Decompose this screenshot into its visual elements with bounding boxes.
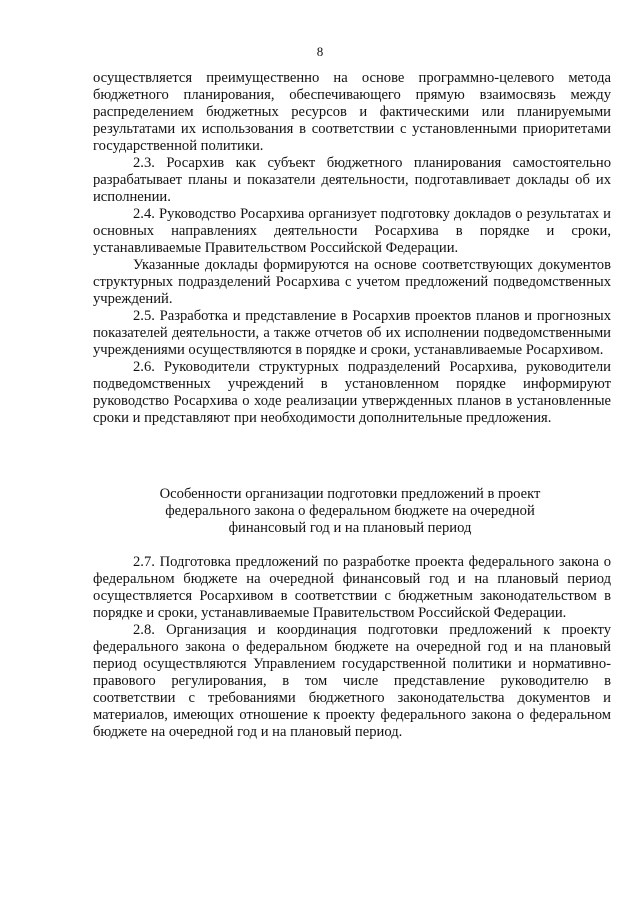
- page-number: 8: [316, 44, 324, 59]
- section-heading-line: федерального закона о федеральном бюджете на очередной: [165, 503, 535, 519]
- paragraph-2-4-reports: Указанные доклады формируются на основе соответствующих документов структурных подразделений Росархива с учетом предложений подведомственных учреждений.: [93, 257, 611, 307]
- paragraph-2-7: 2.7. Подготовка предложений по разработке проекта федерального закона о федеральном бюджете на очередной финансовый год и на плановый период осуществляется Росархивом в соответствии с бюджетным законодательством в порядке и сроки, устанавливаемые Правительством Российской Федерации.: [93, 554, 611, 621]
- body-text-top: [93, 70, 611, 427]
- paragraph-2-6: 2.6. Руководители структурных подразделений Росархива, руководители подведомственных учреждений в установленном порядке информируют руководство Росархива о ходе реализации утвержденных планов в установленные сроки и представляют при необходимости дополнительные предложения.: [93, 359, 611, 426]
- section-heading-line: Особенности организации подготовки предложений в проект: [159, 486, 541, 502]
- paragraph-continuation: осуществляется преимущественно на основе программно-целевого метода бюджетного планирования, обеспечивающего прямую взаимосвязь между распределением бюджетных ресурсов и фактическими или планируемыми результатами их использования в соответствии с установленными приоритетами государственной политики.: [93, 70, 611, 154]
- paragraph-2-4: 2.4. Руководство Росархива организует подготовку докладов о результатах и основных направлениях деятельности Росархива в порядке и сроки, устанавливаемые Правительством Российской Федерации.: [93, 206, 611, 256]
- section-heading: [110, 486, 590, 537]
- body-text-bottom: [93, 554, 611, 741]
- paragraph-2-8: 2.8. Организация и координация подготовки предложений к проекту федерального закона о федеральном бюджете на очередной год и на плановый период осуществляются Управлением государственной политики и нормативно-правового регулирования, в том числе представление руководителю в соответствии с требованиями бюджетного законодательства документов и материалов, имеющих отношение к проекту федерального закона о федеральном бюджете на очередной год и на плановый период.: [93, 622, 611, 740]
- paragraph-2-3: 2.3. Росархив как субъект бюджетного планирования самостоятельно разрабатывает планы и показатели деятельности, подготавливает доклады об их исполнении.: [93, 155, 611, 205]
- paragraph-2-5: 2.5. Разработка и представление в Росархив проектов планов и прогнозных показателей деятельности, а также отчетов об их исполнении подведомственными учреждениями осуществляются в порядке и сроки, устанавливаемые Росархивом.: [93, 308, 611, 358]
- section-heading-line: финансовый год и на плановый период: [228, 520, 472, 536]
